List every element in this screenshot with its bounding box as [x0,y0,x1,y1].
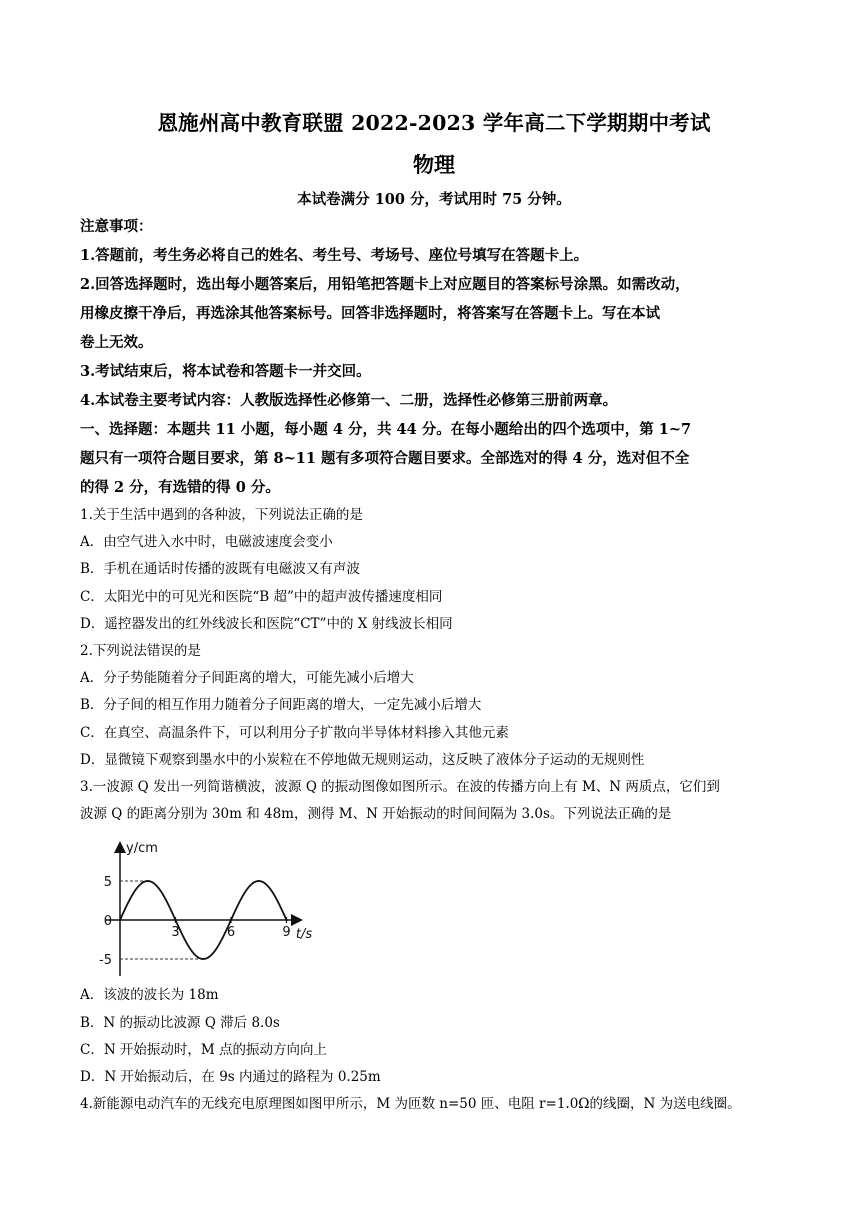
notice-item: 卷上无效。 [80,334,153,351]
x-tick-label: 6 [226,925,236,941]
section-heading: 的得 2 分，有选错的得 0 分。 [80,479,280,496]
data-point [230,920,232,922]
vibration-graph-svg [80,832,313,982]
question-3-option-c: C．N 开始振动时，M 点的振动方向向上 [80,1041,328,1058]
exam-page [80,108,788,1118]
section-heading: 题只有一项符合题目要求，第 8~11 题有多项符合题目要求。全部选对的得 4 分，选对但不全 [80,450,690,467]
vibration-graph [80,832,313,982]
question-3-option-d: D．N 开始振动后，在 9s 内通过的路程为 0.25m [80,1069,381,1086]
data-point [175,920,177,922]
data-point [119,920,121,922]
data-point [147,881,149,883]
question-1-stem: 1.关于生活中遇到的各种波，下列说法正确的是 [80,507,363,523]
x-axis-label: t/s [295,927,313,943]
data-point [286,920,288,922]
question-2-option-b: B．分子间的相互作用力随着分子间距离的增大，一定先减小后增大 [80,697,482,714]
exam-meta: 本试卷满分 100 分，考试用时 75 分钟。 [297,191,571,208]
exam-title: 恩施州高中教育联盟 2022-2023 学年高二下学期期中考试 [157,111,711,135]
x-tick-label: 9 [282,925,291,941]
question-3-option-a: A．该波的波长为 18m [80,987,219,1004]
notice-item: 2.回答选择题时，选出每小题答案后，用铅笔把答题卡上对应题目的答案标号涂黑。如需改动， [80,276,690,293]
data-point [258,881,260,883]
notice-item: 4.本试卷主要考试内容：人教版选择性必修第一、二册，选择性必修第三册前两章。 [80,392,618,409]
subject-title: 物理 [413,152,455,177]
y-tick-label: -5 [99,953,112,969]
y-tick-label: 0 [103,914,112,930]
section-heading: 一、选择题：本题共 11 小题，每小题 4 分，共 44 分。在每小题给出的四个选项中，第 1~7 [80,421,692,438]
question-2-option-c: C．在真空、高温条件下，可以利用分子扩散向半导体材料掺入其他元素 [80,724,509,741]
notice-item: 1.答题前，考生务必将自己的姓名、考生号、考场号、座位号填写在答题卡上。 [80,247,589,264]
question-1-option-b: B．手机在通话时传播的波既有电磁波又有声波 [80,561,360,578]
notice-heading: 注意事项： [80,218,153,235]
question-1-option-a: A．由空气进入水中时，电磁波速度会变小 [80,534,333,551]
question-3-stem: 波源 Q 的距离分别为 30m 和 48m，测得 M、N 开始振动的时间间隔为 3.0s。下列说法正确的是 [80,806,672,823]
notice-item: 用橡皮擦干净后，再选涂其他答案标号。回答非选择题时，将答案写在答题卡上。写在本试 [80,305,660,322]
question-2-option-a: A．分子势能随着分子间距离的增大，可能先减小后增大 [80,670,414,687]
x-tick-label: 3 [171,925,180,941]
question-1-option-d: D．遥控器发出的红外线波长和医院“CT”中的 X 射线波长相同 [80,615,453,632]
question-3-option-b: B．N 的振动比波源 Q 滞后 8.0s [80,1014,280,1031]
notice-item: 3.考试结束后，将本试卷和答题卡一并交回。 [80,363,371,380]
question-1-option-c: C．太阳光中的可见光和医院“B 超”中的超声波传播速度相同 [80,588,443,605]
data-point [202,959,204,961]
y-tick-label: 5 [103,875,112,891]
question-2-option-d: D．显微镜下观察到墨水中的小炭粒在不停地做无规则运动，这反映了液体分子运动的无规则性 [80,751,645,768]
y-axis-label: y/cm [126,841,158,857]
question-3-stem: 3.一波源 Q 发出一列简谐横波，波源 Q 的振动图像如图所示。在波的传播方向上有 M、N 两质点，它们到 [80,779,720,796]
question-4-stem: 4.新能源电动汽车的无线充电原理图如图甲所示，M 为匝数 n=50 匝、电阻 r=1.0Ω的线圈，N 为送电线圈。 [80,1096,741,1113]
question-2-stem: 2.下列说法错误的是 [80,643,201,660]
